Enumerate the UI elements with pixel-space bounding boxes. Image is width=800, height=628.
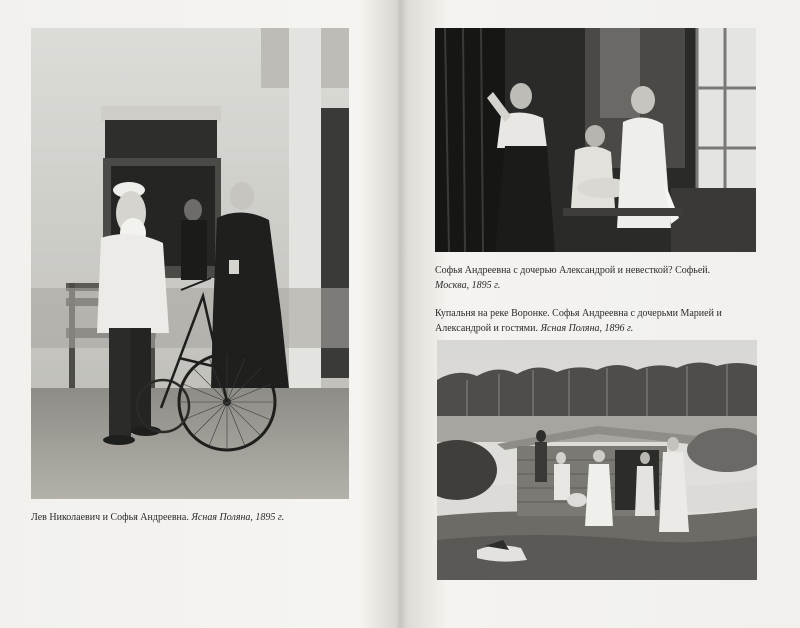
caption-top-place-date: Москва, 1895 г. bbox=[435, 280, 501, 291]
photo-porch-bicycle bbox=[31, 28, 349, 499]
right-page bbox=[402, 0, 800, 628]
photo-interior-women bbox=[435, 28, 756, 252]
caption-top bbox=[435, 263, 765, 293]
caption-left bbox=[31, 510, 371, 525]
caption-bottom-text: Купальня на реке Воронке. Софья Андреевна с дочерьми Марией и Александрой и гостями. bbox=[435, 308, 722, 334]
left-page bbox=[0, 0, 398, 628]
caption-left-place-date: Ясная Поляна, 1895 г. bbox=[191, 512, 285, 523]
caption-top-text: Софья Андреевна с дочерью Александрой и невесткой? Софьей. bbox=[435, 265, 711, 276]
caption-left-text: Лев Николаевич и Софья Андреевна. bbox=[31, 512, 192, 523]
caption-bottom-place-date: Ясная Поляна, 1896 г. bbox=[540, 323, 634, 334]
photo-river-bathhouse bbox=[437, 340, 757, 580]
caption-bottom bbox=[435, 306, 765, 336]
